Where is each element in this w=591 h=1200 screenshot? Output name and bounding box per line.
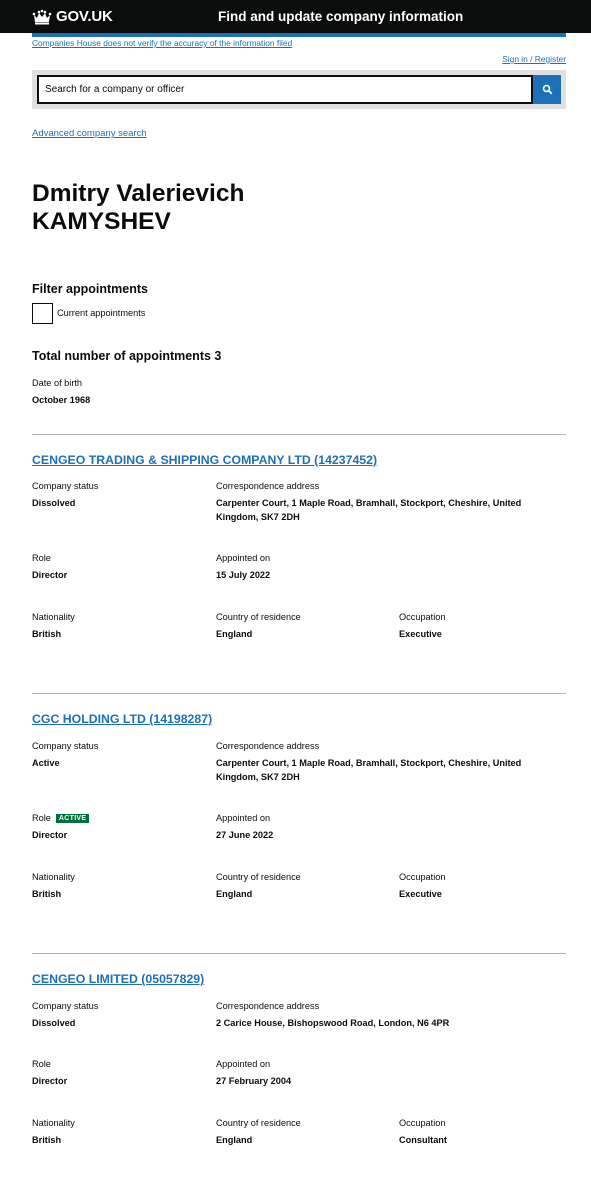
country-label: Country of residence — [216, 1118, 301, 1128]
country-value: England — [216, 629, 253, 639]
service-name-link[interactable]: Find and update company information — [218, 9, 464, 24]
search-icon — [542, 84, 553, 95]
appointed-on-label: Appointed on — [216, 813, 271, 823]
dob-label: Date of birth — [32, 378, 83, 388]
country-value: England — [216, 1135, 253, 1145]
role-label: Role ACTIVE — [32, 813, 89, 823]
dob-value: October 1968 — [32, 395, 91, 405]
nationality-value: British — [32, 629, 62, 639]
address-value: 2 Carice House, Bishopswood Road, London, N6 4PR — [216, 1018, 450, 1028]
role-label: Role — [32, 553, 51, 563]
address-label: Correspondence address — [216, 741, 320, 751]
company-link[interactable]: CENGEO TRADING & SHIPPING COMPANY LTD (14237452) — [32, 453, 378, 467]
occupation-value: Executive — [399, 629, 442, 639]
total-appointments: Total number of appointments 3 — [32, 349, 222, 363]
appointed-on-value: 27 February 2004 — [216, 1076, 292, 1086]
company-status-label: Company status — [32, 1001, 99, 1011]
country-label: Country of residence — [216, 612, 301, 622]
crown-icon — [32, 9, 52, 25]
address-label: Correspondence address — [216, 1001, 320, 1011]
active-status-tag: ACTIVE — [56, 814, 89, 823]
role-value: Director — [32, 570, 68, 580]
nationality-label: Nationality — [32, 1118, 75, 1128]
company-status-label: Company status — [32, 741, 99, 751]
occupation-label: Occupation — [399, 872, 446, 882]
nationality-label: Nationality — [32, 612, 75, 622]
filter-heading: Filter appointments — [32, 282, 148, 296]
company-status-value: Active — [32, 758, 60, 768]
occupation-value: Executive — [399, 889, 442, 899]
divider — [32, 434, 566, 435]
advanced-search-link[interactable]: Advanced company search — [32, 128, 147, 139]
current-appointments-label[interactable]: Current appointments — [57, 308, 146, 318]
country-value: England — [216, 889, 253, 899]
appointed-on-value: 15 July 2022 — [216, 570, 271, 580]
current-appointments-checkbox[interactable] — [32, 303, 53, 324]
officer-name: Dmitry Valerievich KAMYSHEV — [32, 180, 245, 235]
role-value: Director — [32, 1076, 68, 1086]
appointed-on-label: Appointed on — [216, 553, 271, 563]
header-blue-bar — [32, 33, 566, 37]
disclaimer-link[interactable]: Companies House does not verify the accuracy of the information filed — [32, 38, 293, 48]
divider — [32, 693, 566, 694]
search-bar — [32, 70, 566, 109]
company-link[interactable]: CGC HOLDING LTD (14198287) — [32, 712, 213, 726]
govuk-logo-link[interactable] — [32, 8, 113, 25]
search-input[interactable] — [37, 75, 533, 104]
occupation-label: Occupation — [399, 612, 446, 622]
search-button[interactable] — [533, 75, 561, 104]
role-value: Director — [32, 830, 68, 840]
logo-text: GOV.UK — [56, 8, 113, 25]
address-label: Correspondence address — [216, 481, 320, 491]
nationality-value: British — [32, 1135, 62, 1145]
appointed-on-label: Appointed on — [216, 1059, 271, 1069]
company-link[interactable]: CENGEO LIMITED (05057829) — [32, 972, 205, 986]
company-status-label: Company status — [32, 481, 99, 491]
occupation-value: Consultant — [399, 1135, 447, 1145]
govuk-header — [0, 0, 591, 33]
nationality-value: British — [32, 889, 62, 899]
company-status-value: Dissolved — [32, 1018, 76, 1028]
divider — [32, 953, 566, 954]
address-value: Carpenter Court, 1 Maple Road, Bramhall, Stockport, Cheshire, United Kingdom, SK7 2DH — [216, 758, 522, 782]
address-value: Carpenter Court, 1 Maple Road, Bramhall, Stockport, Cheshire, United Kingdom, SK7 2DH — [216, 498, 522, 522]
nationality-label: Nationality — [32, 872, 75, 882]
country-label: Country of residence — [216, 872, 301, 882]
occupation-label: Occupation — [399, 1118, 446, 1128]
role-label: Role — [32, 1059, 51, 1069]
company-status-value: Dissolved — [32, 498, 76, 508]
appointed-on-value: 27 June 2022 — [216, 830, 274, 840]
sign-in-link[interactable]: Sign in / Register — [502, 54, 566, 64]
